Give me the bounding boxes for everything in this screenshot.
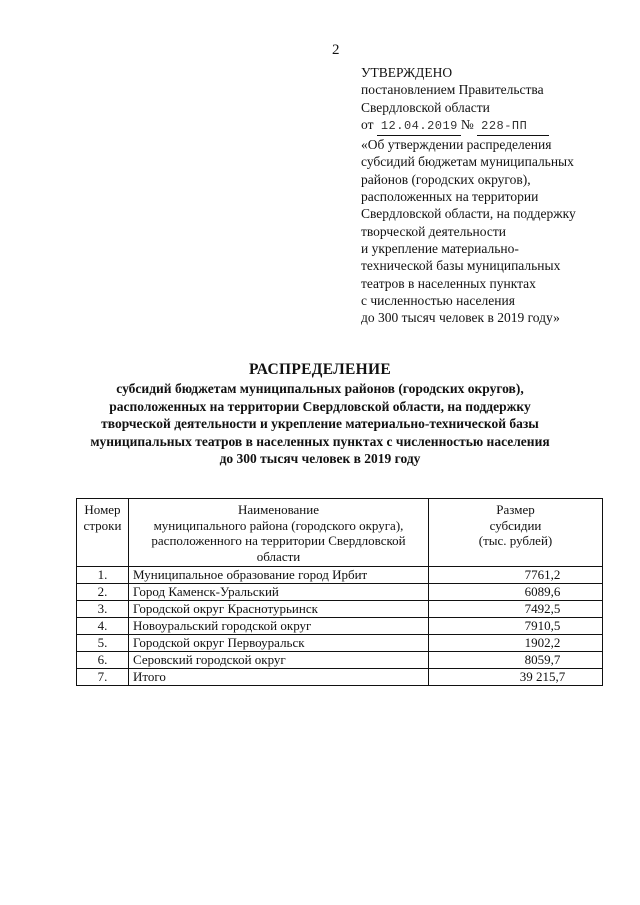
approval-number: 228-ПП — [477, 118, 549, 136]
subtitle-line: муниципальных театров в населенных пунктах с численностью населения — [90, 433, 550, 449]
row-amount: 1902,2 — [429, 635, 603, 652]
row-number: 7. — [77, 669, 129, 686]
table-row-total — [77, 669, 603, 686]
row-name: Итого — [129, 669, 429, 686]
row-amount: 7492,5 — [429, 601, 603, 618]
subtitle-line: до 300 тысяч человек в 2019 году — [219, 451, 421, 466]
approval-title-line: «Об утверждении распределения — [361, 137, 552, 153]
approval-line: Свердловской области — [361, 99, 490, 115]
approval-title-line: и укрепление материально- — [361, 240, 519, 256]
header-number: Номер строки — [77, 499, 129, 567]
row-number: 2. — [77, 584, 129, 601]
row-amount: 39 215,7 — [429, 669, 603, 686]
row-number: 5. — [77, 635, 129, 652]
approval-stamp — [361, 64, 623, 326]
page-number: 2 — [332, 42, 340, 58]
table-row — [77, 618, 603, 635]
approval-title-line: творческой деятельности — [361, 223, 506, 239]
subsidy-table — [76, 498, 603, 686]
approval-date-line — [361, 116, 623, 136]
row-number: 4. — [77, 618, 129, 635]
subtitle-line: субсидий бюджетам муниципальных районов (городских округов), — [116, 381, 524, 396]
row-name: Городской округ Краснотурьинск — [129, 601, 429, 618]
approval-title-line: с численностью населения — [361, 292, 515, 308]
document-title-block — [60, 360, 580, 468]
approval-line: постановлением Правительства — [361, 82, 544, 98]
table-row — [77, 567, 603, 584]
row-name: Серовский городской округ — [129, 652, 429, 669]
approval-title-line: районов (городских округов), — [361, 171, 531, 187]
row-amount: 7910,5 — [429, 618, 603, 635]
date-prefix: от — [361, 116, 374, 132]
document-subtitle — [60, 380, 580, 468]
row-number: 3. — [77, 601, 129, 618]
table-row — [77, 584, 603, 601]
table-row — [77, 652, 603, 669]
header-name: Наименование муниципального района (городского округа), расположенного на территории Свердловской области — [129, 499, 429, 567]
row-number: 6. — [77, 652, 129, 669]
row-amount: 8059,7 — [429, 652, 603, 669]
approval-title-line: субсидий бюджетам муниципальных — [361, 154, 574, 170]
document-title: РАСПРЕДЕЛЕНИЕ — [249, 361, 391, 378]
row-name: Муниципальное образование город Ирбит — [129, 567, 429, 584]
approval-title-line: до 300 тысяч человек в 2019 году» — [361, 310, 560, 326]
row-name: Город Каменск-Уральский — [129, 584, 429, 601]
header-amount: Размер субсидии (тыс. рублей) — [429, 499, 603, 567]
table-row — [77, 601, 603, 618]
approval-date: 12.04.2019 — [377, 118, 461, 136]
table-row — [77, 635, 603, 652]
table-header-row — [77, 499, 603, 567]
subtitle-line: творческой деятельности и укрепление материально-технической базы — [101, 416, 539, 431]
approval-heading: УТВЕРЖДЕНО — [361, 65, 453, 80]
approval-title-line: театров в населенных пунктах — [361, 275, 536, 291]
subtitle-line: расположенных на территории Свердловской области, на поддержку — [109, 398, 531, 414]
approval-title-line: расположенных на территории — [361, 189, 539, 205]
approval-title-line: технической базы муниципальных — [361, 258, 561, 274]
approval-title-line: Свердловской области, на поддержку — [361, 206, 576, 222]
row-amount: 6089,6 — [429, 584, 603, 601]
row-name: Городской округ Первоуральск — [129, 635, 429, 652]
row-name: Новоуральский городской округ — [129, 618, 429, 635]
row-amount: 7761,2 — [429, 567, 603, 584]
number-sign: № — [460, 116, 474, 132]
row-number: 1. — [77, 567, 129, 584]
